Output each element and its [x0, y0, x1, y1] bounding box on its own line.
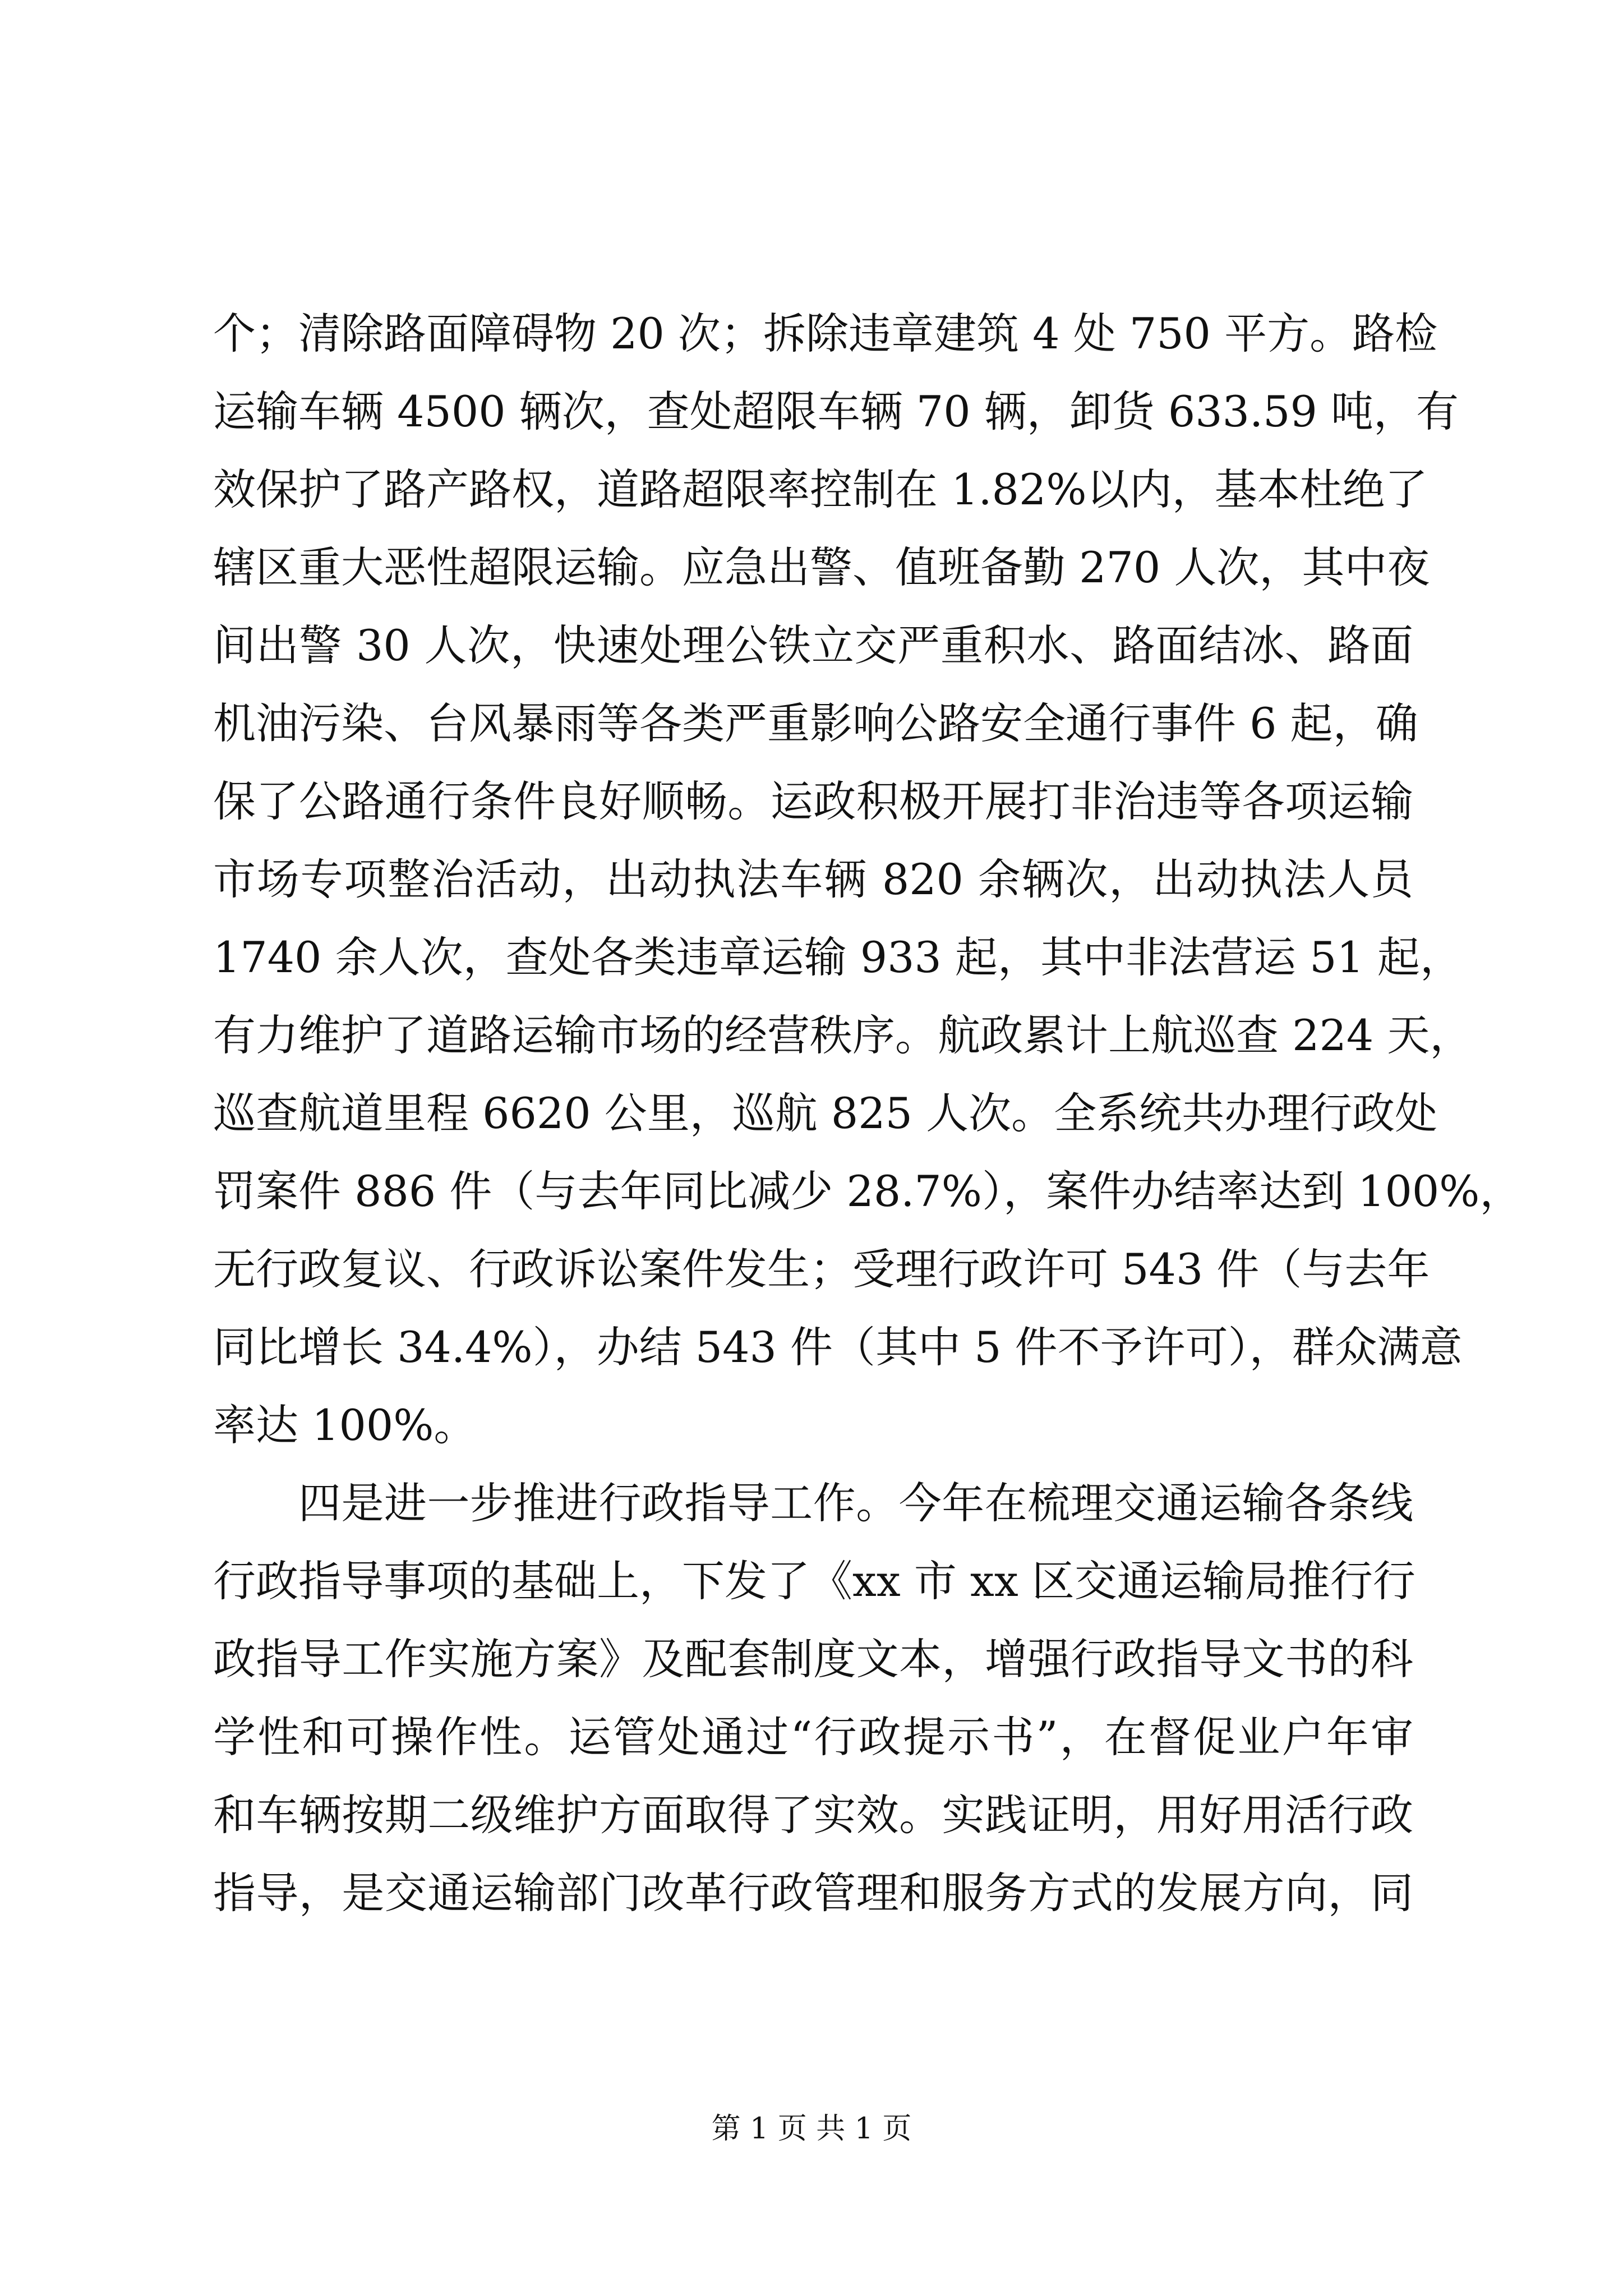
page-footer: 第 1 页 共 1 页: [711, 2112, 912, 2146]
text-line: 个；清除路面障碍物 20 次；拆除违章建筑 4 处 750 平方。路检: [213, 309, 1438, 358]
text-line: 有力维护了道路运输市场的经营秩序。航政累计上航巡查 224 天，: [213, 1010, 1473, 1060]
text-line: 效保护了路产路权，道路超限率控制在 1.82%以内，基本杜绝了: [213, 464, 1428, 514]
text-line: 政指导工作实施方案》及配套制度文本，增强行政指导文书的科: [213, 1634, 1413, 1684]
text-line: 1740 余人次，查处各类违章运输 933 起，其中非法营运 51 起，: [213, 932, 1463, 982]
text-line: 运输车辆 4500 辆次，查处超限车辆 70 辆，卸货 633.59 吨，有: [213, 386, 1459, 436]
text-line: 罚案件 886 件（与去年同比减少 28.7%），案件办结率达到 100%，: [213, 1166, 1523, 1216]
text-line: 保了公路通行条件良好顺畅。运政积极开展打非治违等各项运输: [213, 776, 1413, 826]
text-line: 无行政复议、行政诉讼案件发生；受理行政许可 543 件（与去年: [213, 1244, 1430, 1294]
text-line: 行政指导事项的基础上，下发了《xx 市 xx 区交通运输局推行行: [213, 1556, 1415, 1606]
text-line: 学性和可操作性。运管处通过“行政提示书”，在督促业户年审: [213, 1712, 1413, 1762]
document-body: [213, 295, 1523, 1932]
text-line: 同比增长 34.4%），办结 543 件（其中 5 件不予许可），群众满意: [213, 1322, 1463, 1372]
text-line: 间出警 30 人次，快速处理公铁立交严重积水、路面结冰、路面: [213, 620, 1413, 670]
text-line: 和车辆按期二级维护方面取得了实效。实践证明，用好用活行政: [213, 1790, 1413, 1840]
text-line: 巡查航道里程 6620 公里，巡航 825 人次。全系统共办理行政处: [213, 1088, 1438, 1138]
text-line: 指导，是交通运输部门改革行政管理和服务方式的发展方向，同: [213, 1868, 1413, 1918]
text-line: 辖区重大恶性超限运输。应急出警、值班备勤 270 人次，其中夜: [213, 542, 1430, 592]
text-line: 机油污染、台风暴雨等各类严重影响公路安全通行事件 6 起，确: [213, 698, 1418, 748]
text-line: 市场专项整治活动，出动执法车辆 820 余辆次，出动执法人员: [213, 854, 1413, 904]
text-line: 率达 100%。: [213, 1400, 477, 1450]
paragraph-first-line: 四是进一步推进行政指导工作。今年在梳理交通运输各条线: [298, 1478, 1413, 1528]
